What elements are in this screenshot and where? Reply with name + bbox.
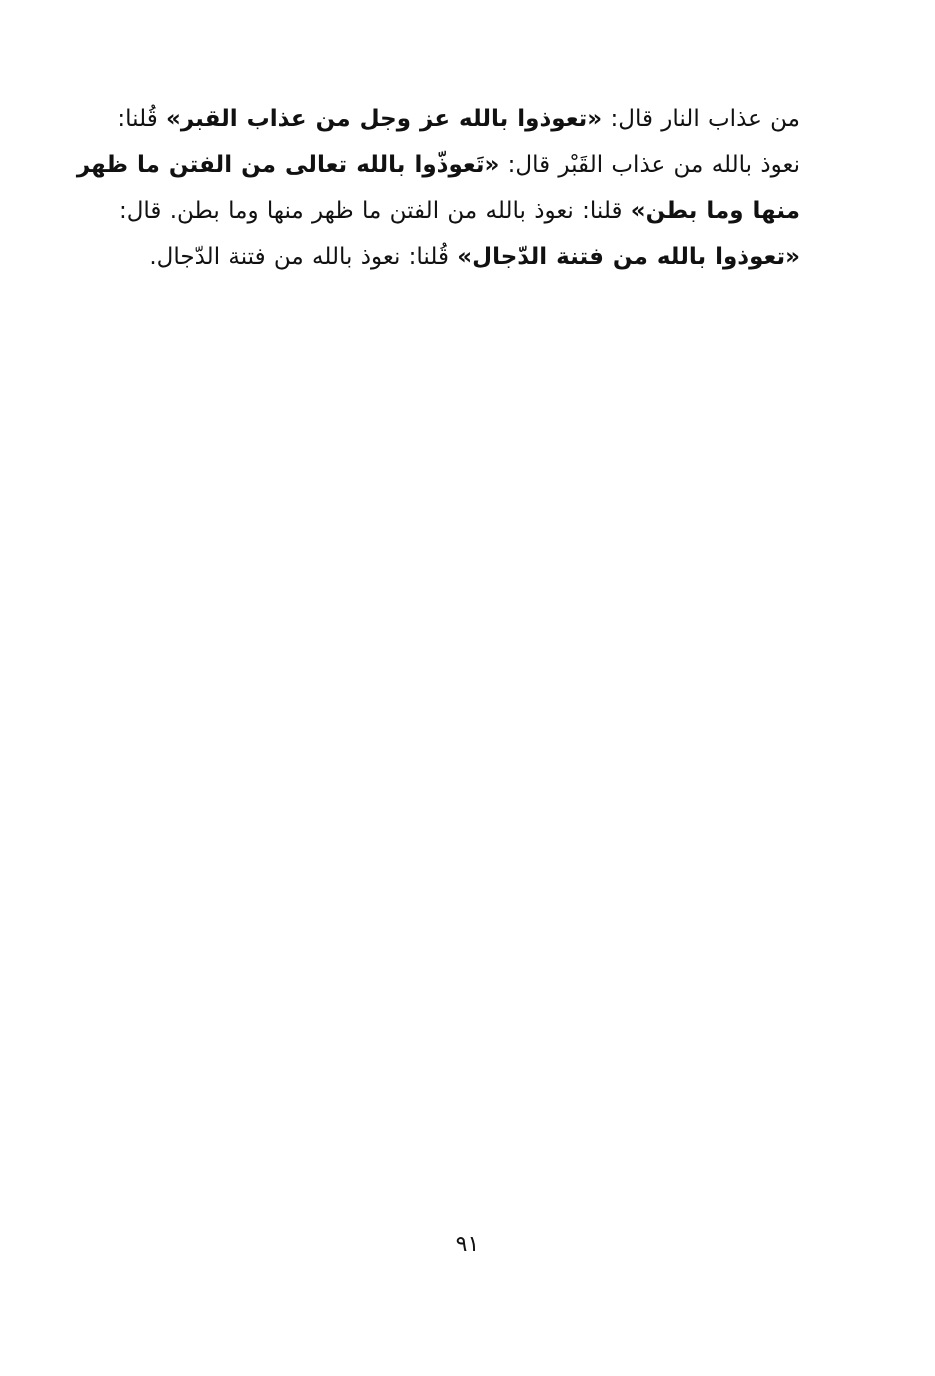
text-segment: قُلنا: نعوذ بالله من فتنة الدّجال. xyxy=(149,244,458,270)
text-segment: قُلنا: xyxy=(117,106,167,132)
text-line-2 xyxy=(76,142,800,188)
text-line-3 xyxy=(118,188,800,234)
text-line-4 xyxy=(136,234,800,280)
body-text xyxy=(76,96,800,280)
quoted-instruction: منها وما بطن» xyxy=(630,198,800,224)
text-segment: من عذاب النار قال: xyxy=(602,106,800,132)
text-segment: قلنا: نعوذ بالله من الفتن ما ظهر منها وما بطن. قال: xyxy=(118,198,631,224)
quoted-instruction: «تعوذوا بالله من فتنة الدّجال» xyxy=(457,244,800,270)
quoted-instruction: «تعوذوا بالله عز وجل من عذاب القبر» xyxy=(166,106,603,132)
page-number: ٩١ xyxy=(455,1232,480,1257)
text-segment: نعوذ بالله من عذاب القَبْر قال: xyxy=(499,152,800,178)
quoted-instruction: «تَعوذّوا بالله تعالى من الفتن ما ظهر xyxy=(76,152,500,178)
text-line-1 xyxy=(117,96,800,142)
